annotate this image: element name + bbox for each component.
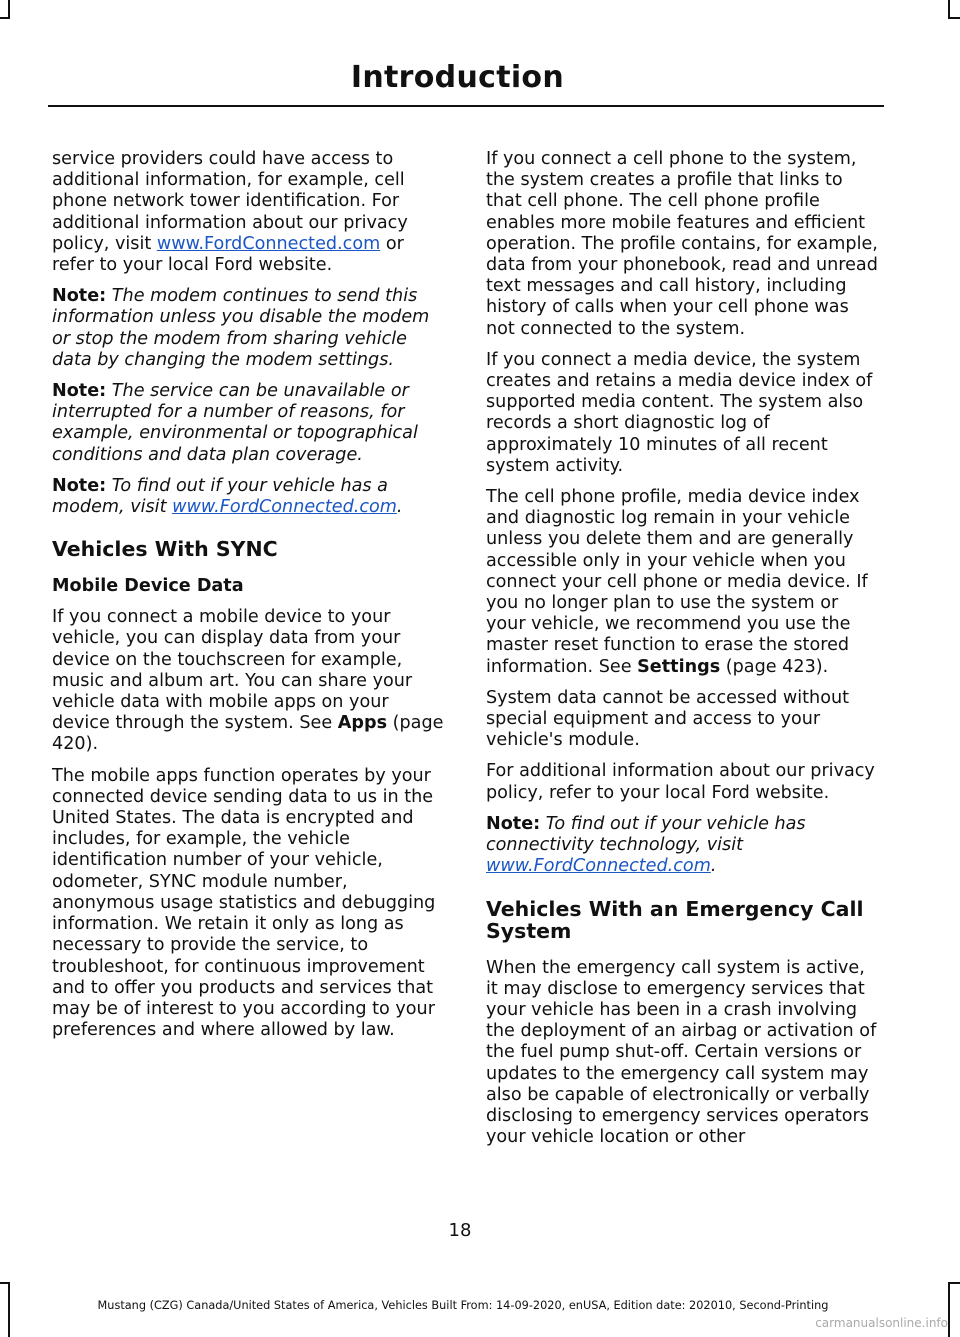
section-heading: Vehicles With an Emergency Call System bbox=[486, 896, 864, 943]
paragraph: service providers could have access to additional information, for example, cell phone network tower identification. For additional information about our privacy policy, visit www.FordConnected.com or refer to your local Ford website. bbox=[52, 149, 408, 276]
note: Note: The modem continues to send this information unless you disable the modem or stop the modem from sharing vehicle data by changing the modem settings. bbox=[52, 286, 430, 370]
crop-mark bbox=[8, 0, 10, 18]
page-title: Introduction bbox=[350, 60, 564, 95]
header-rule bbox=[48, 105, 884, 107]
crop-mark bbox=[0, 17, 10, 19]
page-number: 18 bbox=[448, 1220, 472, 1241]
footer-text: Mustang (CZG) Canada/United States of America, Vehicles Built From: 14-09-2020, enUSA, Edition date: 202010, Second-Printing bbox=[97, 1299, 829, 1312]
crop-mark bbox=[948, 1282, 960, 1284]
note-label: Note: bbox=[52, 286, 107, 307]
fordconnected-link[interactable]: www.FordConnected.com bbox=[172, 497, 397, 518]
paragraph: The cell phone profile, media device index and diagnostic log remain in your vehicle unless you delete them and are generally accessible only in your vehicle when you connect your cell phone or media device. If you no longer plan to use the system or your vehicle, we recommend you use the master reset function to erase the stored information. See Settings (page 423). bbox=[486, 487, 868, 677]
section-heading: Vehicles With SYNC bbox=[52, 537, 278, 562]
left-column bbox=[52, 149, 448, 1051]
watermark: carmanualsonline.info bbox=[815, 1316, 948, 1330]
paragraph: If you connect a mobile device to your vehicle, you can display data from your device on the touchscreen for example, music and album art. You can share your vehicle data with mobile apps on your device through the system. See Apps (page 420). bbox=[52, 607, 444, 755]
note: Note: To find out if your vehicle has a modem, visit www.FordConnected.com. bbox=[52, 475, 403, 518]
paragraph: The mobile apps function operates by your connected device sending data to us in the United States. The data is encrypted and includes, for example, the vehicle identification number of your vehicle, odometer, SYNC module number, anonymous usage statistics and debugging information. We retain it only as long as necessary to provide the service, to troubleshoot, for continuous improvement and to offer you products and services that may be of interest to you according to your preferences and where allowed by law. bbox=[52, 765, 436, 1041]
cross-reference[interactable]: Settings bbox=[637, 656, 721, 677]
note-label: Note: bbox=[52, 475, 107, 496]
cross-reference[interactable]: Apps bbox=[337, 713, 388, 734]
paragraph: If you connect a media device, the system creates and retains a media device index of supported media content. The system also records a short diagnostic log of approximately 10 minutes of all recent system activity. bbox=[486, 349, 873, 476]
note: Note: The service can be unavailable or interrupted for a number of reasons, for example, environmental or topographical conditions and data plan coverage. bbox=[52, 381, 418, 465]
paragraph: When the emergency call system is active, it may disclose to emergency services that your vehicle has been in a crash involving the deployment of an airbag or activation of the fuel pump shut-off. Certain versions or updates to the emergency call system may also be capable of electronically or verbally disclosing to emergency services operators your vehicle location or other bbox=[486, 957, 877, 1148]
note-label: Note: bbox=[52, 381, 107, 402]
crop-mark bbox=[948, 17, 960, 19]
note-label: Note: bbox=[486, 813, 541, 834]
paragraph: For additional information about our privacy policy, refer to your local Ford website. bbox=[486, 761, 875, 803]
fordconnected-link[interactable]: www.FordConnected.com bbox=[156, 233, 381, 254]
crop-mark bbox=[948, 0, 950, 18]
right-column bbox=[486, 149, 882, 1158]
paragraph: If you connect a cell phone to the system, the system creates a profile that links to that cell phone. The cell phone profile enables more mobile features and efficient operation. The profile contains, for example, data from your phonebook, read and unread text messages and call history, including history of calls when your cell phone was not connected to the system. bbox=[486, 149, 878, 339]
crop-mark bbox=[0, 1282, 10, 1284]
paragraph: System data cannot be accessed without special equipment and access to your vehicle's module. bbox=[486, 687, 850, 751]
fordconnected-link[interactable]: www.FordConnected.com bbox=[486, 856, 711, 877]
sub-heading: Mobile Device Data bbox=[52, 576, 244, 597]
crop-mark bbox=[948, 1282, 950, 1337]
note: Note: To find out if your vehicle has connectivity technology, visit www.FordConnected.com. bbox=[486, 813, 806, 877]
